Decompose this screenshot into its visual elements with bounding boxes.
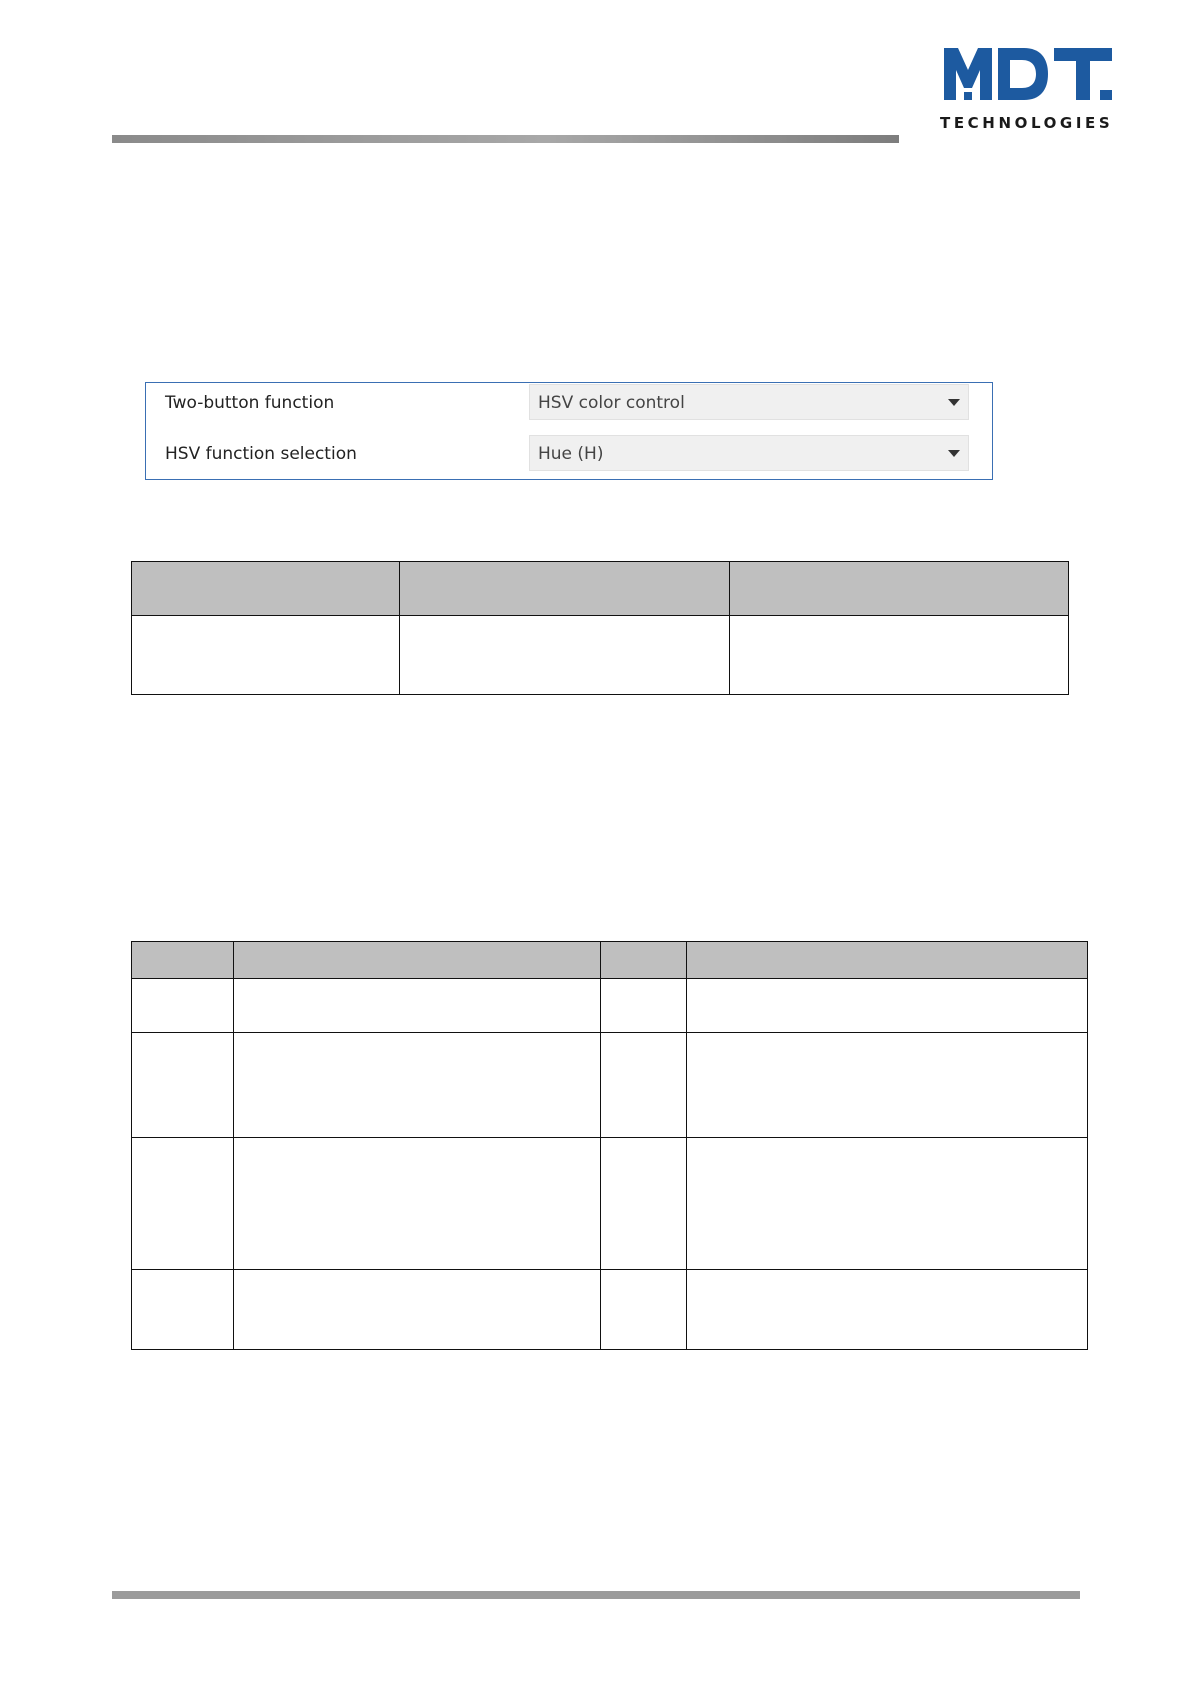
table-cell <box>687 1138 1088 1270</box>
table-cell <box>234 1270 601 1350</box>
table-header-row <box>132 562 1069 616</box>
table-row <box>132 1270 1088 1350</box>
table-row <box>132 979 1088 1033</box>
table-header-cell <box>234 942 601 979</box>
table-header-cell <box>132 942 234 979</box>
table-row <box>132 1033 1088 1138</box>
table-cell <box>132 1270 234 1350</box>
table-cell <box>601 1033 687 1138</box>
table-cell <box>234 979 601 1033</box>
two-button-function-select[interactable] <box>529 384 969 420</box>
table-header-cell <box>687 942 1088 979</box>
table-cell <box>601 1270 687 1350</box>
logo-subtitle: TECHNOLOGIES <box>940 114 1114 132</box>
setting-table <box>131 561 1069 695</box>
table-cell <box>400 616 730 695</box>
footer-rule <box>112 1591 1080 1599</box>
table-cell <box>132 616 400 695</box>
table-row <box>132 616 1069 695</box>
chevron-down-icon <box>948 399 960 406</box>
parameter-panel <box>145 382 993 480</box>
hsv-function-selection-value: Hue (H) <box>538 444 604 464</box>
table-cell <box>132 979 234 1033</box>
communication-objects-table <box>131 941 1088 1350</box>
table-header-cell <box>601 942 687 979</box>
param-row-hsv-function-selection <box>146 435 992 473</box>
mdt-logo-mark <box>940 44 1115 104</box>
table-cell <box>687 1033 1088 1138</box>
param-row-two-button-function <box>146 384 992 422</box>
table-cell <box>132 1033 234 1138</box>
table-cell <box>601 979 687 1033</box>
table-header-row <box>132 942 1088 979</box>
table-cell <box>601 1138 687 1270</box>
table-header-cell <box>132 562 400 616</box>
two-button-function-label: Two-button function <box>165 393 335 413</box>
chevron-down-icon <box>948 450 960 457</box>
table-cell <box>234 1138 601 1270</box>
table-header-cell <box>400 562 730 616</box>
table-cell <box>234 1033 601 1138</box>
hsv-function-selection-select[interactable] <box>529 435 969 471</box>
table-cell <box>687 979 1088 1033</box>
two-button-function-value: HSV color control <box>538 393 685 413</box>
table-header-cell <box>730 562 1069 616</box>
hsv-function-selection-label: HSV function selection <box>165 444 357 464</box>
table-row <box>132 1138 1088 1270</box>
mdt-logo <box>940 44 1115 134</box>
table-cell <box>730 616 1069 695</box>
table-cell <box>687 1270 1088 1350</box>
table-cell <box>132 1138 234 1270</box>
header-rule <box>112 135 899 143</box>
